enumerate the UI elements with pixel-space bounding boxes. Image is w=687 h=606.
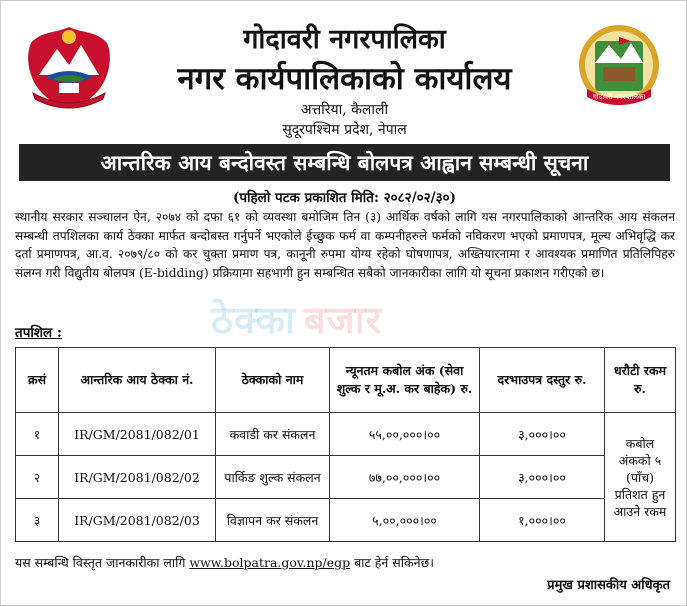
cell-contract-no: IR/GM/2081/082/02: [59, 456, 216, 499]
header-sn: क्रसं: [16, 348, 59, 413]
schedule-label: तपशिल :: [15, 325, 62, 341]
header-fee: दरभाउपत्र दस्तुर रु.: [480, 348, 605, 413]
cell-min-bid: ७७,००,०००।००: [330, 456, 480, 499]
cell-min-bid: ५,००,०००।००: [330, 499, 480, 542]
address-line-1: अत्तरिया, कैलाली: [300, 102, 389, 118]
footer-text-after: बाट हेर्न सकिनेछ।: [350, 555, 435, 570]
cell-sn: २: [16, 456, 59, 499]
address-line-2: सुदूरपश्चिम प्रदेश, नेपाल: [282, 122, 407, 138]
signatory-title: प्रमुख प्रशासकीय अधिकृत: [547, 578, 670, 593]
cell-contract-no: IR/GM/2081/082/03: [59, 499, 216, 542]
header-deposit: धरौटी रकम रु.: [605, 348, 676, 413]
table-row: [16, 499, 676, 542]
cell-fee: ३,०००।००: [480, 413, 605, 456]
cell-contract-name: कवाडी कर संकलन: [216, 413, 330, 456]
watermark: [211, 293, 382, 345]
cell-fee: ३,०००।००: [480, 456, 605, 499]
cell-fee: १,०००।००: [480, 499, 605, 542]
header-contract-no: आन्तरिक आय ठेक्का नं.: [59, 348, 216, 413]
tender-table: [15, 347, 676, 542]
cell-contract-name: विज्ञापन कर संकलन: [216, 499, 330, 542]
cell-sn: ३: [16, 499, 59, 542]
table-row: [16, 413, 676, 456]
cell-contract-name: पार्किङ शुल्क संकलन: [216, 456, 330, 499]
table-row: [16, 456, 676, 499]
notice-title-banner: आन्तरिक आय बन्दोवस्त सम्बन्धि बोलपत्र आह्वान सम्बन्धी सूचना: [19, 144, 670, 181]
cell-contract-no: IR/GM/2081/082/01: [59, 413, 216, 456]
office-name: नगर कार्यपालिकाको कार्यालय: [177, 61, 512, 97]
watermark-part-2: बजार: [303, 298, 383, 342]
logo-caption: गोदावरी नगरपालिका: [592, 93, 646, 101]
table-header-row: [16, 348, 676, 413]
publication-date: (पहिलो पटक प्रकाशित मिति: २०८२/०२/३०): [232, 190, 457, 206]
cell-sn: १: [16, 413, 59, 456]
footer-text-before: यस सम्बन्धि विस्तृत जानकारीका लागि: [15, 555, 190, 570]
watermark-part-1: ठेक्का: [211, 298, 296, 342]
cell-deposit-note: कबोल अंकको ५ (पाँच) प्रतिशत हुन आउने रकम: [605, 413, 676, 542]
header-min-bid: न्यूनतम कबोल अंक (सेवा शुल्क र मू.अ. कर बाहेक) रु.: [330, 348, 480, 413]
cell-min-bid: ५५,००,०००।००: [330, 413, 480, 456]
bolpatra-link[interactable]: www.bolpatra.gov.np/egp: [189, 555, 351, 570]
footer-info: [15, 554, 434, 571]
municipality-name: गोदावरी नगरपालिका: [243, 24, 446, 55]
notice-body: स्थानीय सरकार सञ्चालन ऐन, २०७४ को दफा ६१ को व्यवस्था बमोजिम तिन (३) आर्थिक वर्षको लागि यस नगरपालिकाको आन्तरिक आय संकलन सम्बन्धी तपशिलका कार्य ठेक्का मार्फत बन्दोबस्त गर्नुपर्ने भएकोले ईच्छुक फर्म वा कम्पनीहरुले फर्मको नविकरण भएको प्रमाणपत्र, मूल्य अभिवृद्धि कर दर्ता प्रमाणपत्र, आ.व. २०७९/८० को कर चुक्ता प्रमाण पत्र, कानूनी रुपमा योग्य रहेको घोषणापत्र, अख्तियारनामा र आवश्यक प्रमाणित प्रतिलिपिहरु संलग्न गरी विद्युतीय बोलपत्र (E-bidding) प्रक्रियामा सहभागी हुन सम्बन्धित सबैको जानकारीका लागि यो सूचना प्रकाशन गरीएको छ।: [15, 210, 675, 280]
header-contract-name: ठेक्काको नाम: [216, 348, 330, 413]
